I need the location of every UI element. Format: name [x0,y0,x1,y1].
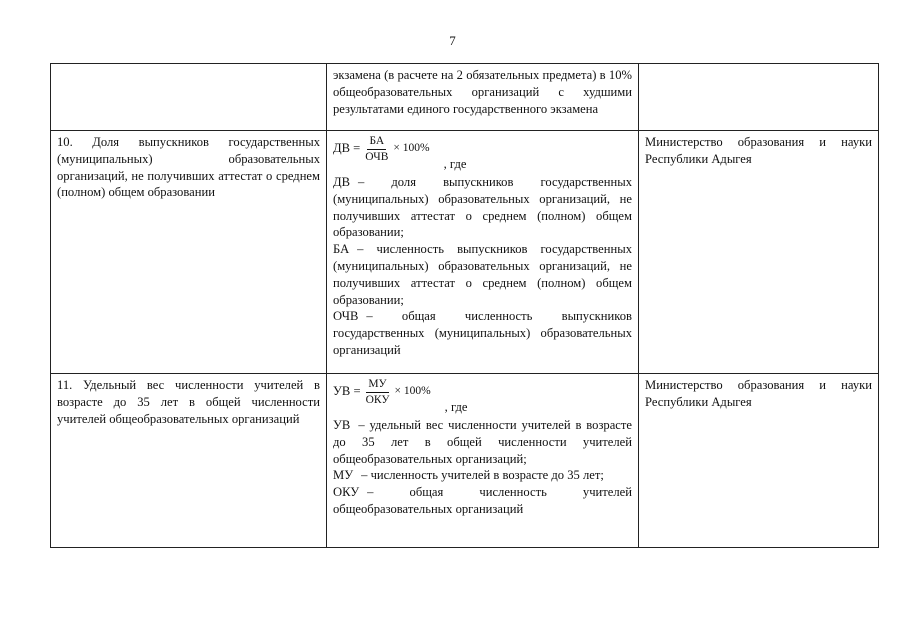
formula-numerator: БА [367,134,386,150]
formula-where: , где [443,157,467,171]
formula [333,134,632,174]
responsible-cell [639,64,879,131]
indicators-table [50,63,879,548]
definition-abbr: УВ [333,418,351,432]
formula-denominator: ОКУ [365,394,390,406]
table-row [51,131,879,374]
definition-abbr: МУ [333,468,354,483]
formula-lhs: УВ = [333,384,361,398]
formula-denominator: ОЧВ [365,151,389,163]
definition [333,484,632,518]
indicator-cell: 10. Доля выпускников государственных (муниципальных) образовательных организаций, не получивших аттестат о среднем (полном) общем образовании [51,131,327,374]
page-number: 7 [449,33,456,48]
definition-text: – численность учителей в возрасте до 35 лет; [361,468,604,483]
method-cell: экзамена (в расчете на 2 обязательных предмета) в 10% общеобразовательных организаций с худшими результатами единого государственного экзамена [327,64,639,131]
formula [333,377,632,417]
indicator-cell [51,64,327,131]
definition-abbr: ОКУ [333,485,360,500]
formula-fraction [364,377,392,408]
method-cell [327,131,639,374]
formula-multiplier: × 100% [393,142,430,154]
table-row [51,64,879,131]
definition [333,174,632,241]
table-row [51,374,879,548]
definition-abbr: ДВ [333,175,350,189]
definition-text: – доля выпускников государственных (муниципальных) образовательных организаций, не получивших аттестат о среднем (полном) общем образовании; [333,175,632,240]
formula-numerator: МУ [366,377,388,393]
definition-text: – общая численность учителей общеобразовательных организаций [333,485,632,516]
definition [333,308,632,358]
definition-abbr: ОЧВ [333,309,359,324]
definition-abbr: БА [333,242,350,257]
formula-lhs: ДВ = [333,141,361,155]
definition-text: – численность выпускников государственных (муниципальных) образовательных организаций, не получивших аттестат о среднем (полном) общем образовании; [333,242,632,307]
indicator-cell: 11. Удельный вес численности учителей в возрасте до 35 лет в общей численности учителей общеобразовательных организаций [51,374,327,548]
responsible-cell: Министерство образования и науки Республики Адыгея [639,374,879,548]
definition-text: – удельный вес численности учителей в возрасте до 35 лет в общей численности учителей общеобразовательных организаций; [333,418,632,466]
formula-where: , где [444,400,468,414]
definition [333,417,632,467]
definition-text: – общая численность выпускников государственных (муниципальных) образовательных организаций [333,309,632,357]
definition [333,241,632,308]
responsible-cell: Министерство образования и науки Республики Адыгея [639,131,879,374]
formula-fraction [363,134,390,165]
definition [333,467,632,484]
formula-multiplier: × 100% [394,385,431,397]
method-cell [327,374,639,548]
